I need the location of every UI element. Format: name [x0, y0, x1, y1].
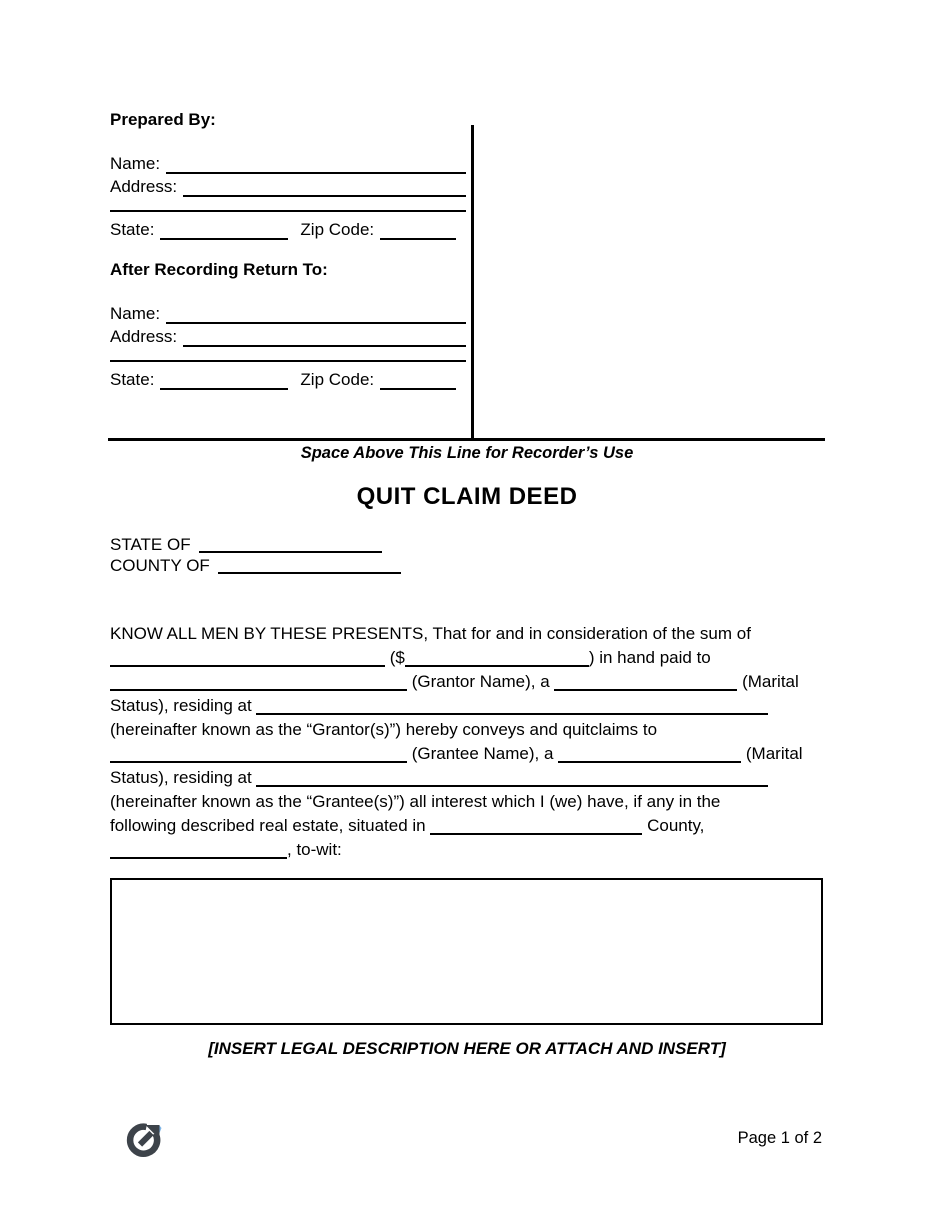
body-text: ) in hand paid to: [588, 648, 711, 667]
deed-body-paragraph: [110, 622, 826, 862]
body-line: [110, 646, 826, 670]
body-text: (Marital: [741, 744, 803, 763]
body-text: Status), residing at: [110, 768, 257, 787]
body-line: [110, 718, 826, 742]
county-of-blank-line: [218, 558, 401, 574]
county-of-label: COUNTY OF: [110, 556, 210, 575]
state-of-label: STATE OF: [110, 535, 191, 554]
state-zip-field-row: [110, 367, 466, 390]
name-label: Name:: [110, 304, 161, 323]
body-line: [110, 742, 826, 766]
body-text: (hereinafter known as the “Grantee(s)”) all interest which I (we) have, if any in the: [110, 792, 721, 811]
body-line: [110, 838, 826, 862]
recorder-separator-rule: [108, 438, 825, 441]
zip-label: Zip Code:: [300, 370, 375, 389]
state-zip-field-row: [110, 217, 466, 240]
blank-line: [558, 747, 741, 763]
body-text: (Grantor Name), a: [407, 672, 555, 691]
blank-line: [256, 771, 768, 787]
vertical-divider-rule: [471, 125, 474, 440]
return-to-heading: After Recording Return To:: [110, 260, 328, 279]
prepared-by-heading: Prepared By:: [110, 110, 216, 129]
name-blank-line: [166, 154, 466, 174]
blank-line: [110, 651, 385, 667]
blank-line: [110, 675, 407, 691]
logo-accent-shape: [160, 1126, 162, 1134]
blank-line: [110, 843, 287, 859]
address-label: Address:: [110, 327, 178, 346]
state-label: State:: [110, 370, 155, 389]
address-label: Address:: [110, 177, 178, 196]
address-blank-line: [183, 177, 466, 197]
name-field-row: [110, 301, 466, 324]
zip-blank-line: [380, 370, 456, 390]
body-text: ($: [385, 648, 405, 667]
zip-blank-line: [380, 220, 456, 240]
address-blank-line: [183, 327, 466, 347]
logo-arrow-shaft: [140, 1133, 152, 1145]
body-text: (Grantee Name), a: [407, 744, 559, 763]
state-label: State:: [110, 220, 155, 239]
body-line: [110, 790, 826, 814]
circular-arrow-icon: [123, 1119, 165, 1161]
body-line: [110, 766, 826, 790]
body-line: [110, 622, 826, 646]
blank-line: [405, 651, 589, 667]
body-text: Status), residing at: [110, 696, 257, 715]
blank-line: [554, 675, 737, 691]
address-field-row: [110, 324, 466, 347]
legal-description-box: [110, 878, 823, 1025]
body-text: County,: [642, 816, 705, 835]
blank-line: [256, 699, 768, 715]
jurisdiction-section: [110, 534, 401, 576]
body-text: , to-wit:: [287, 840, 342, 859]
legal-description-note: [INSERT LEGAL DESCRIPTION HERE OR ATTACH AND INSERT]: [208, 1039, 726, 1058]
name-blank-line: [166, 304, 466, 324]
recorder-use-note: Space Above This Line for Recorder’s Use: [300, 444, 634, 462]
body-line: [110, 670, 826, 694]
address-overflow-blank-line: [110, 347, 466, 362]
page-title: QUIT CLAIM DEED: [356, 483, 578, 510]
name-field-row: [110, 151, 466, 174]
state-of-row: [110, 534, 401, 555]
prepared-by-block: [110, 110, 466, 240]
page-indicator: Page 1 of 2: [737, 1129, 822, 1147]
return-to-block: [110, 260, 466, 390]
body-text: (Marital: [737, 672, 799, 691]
county-of-row: [110, 555, 401, 576]
address-overflow-blank-line: [110, 197, 466, 212]
state-blank-line: [160, 220, 288, 240]
state-blank-line: [160, 370, 288, 390]
zip-label: Zip Code:: [300, 220, 375, 239]
body-text: (hereinafter known as the “Grantor(s)”) hereby conveys and quitclaims to: [110, 720, 658, 739]
blank-line: [110, 747, 407, 763]
body-text: following described real estate, situated in: [110, 816, 431, 835]
address-field-row: [110, 174, 466, 197]
name-label: Name:: [110, 154, 161, 173]
state-of-blank-line: [199, 537, 382, 553]
body-line: [110, 814, 826, 838]
blank-line: [430, 819, 642, 835]
body-line: [110, 694, 826, 718]
circular-arrow-icon-svg: [123, 1119, 165, 1161]
body-text: KNOW ALL MEN BY THESE PRESENTS, That for and in consideration of the sum of: [110, 624, 751, 643]
